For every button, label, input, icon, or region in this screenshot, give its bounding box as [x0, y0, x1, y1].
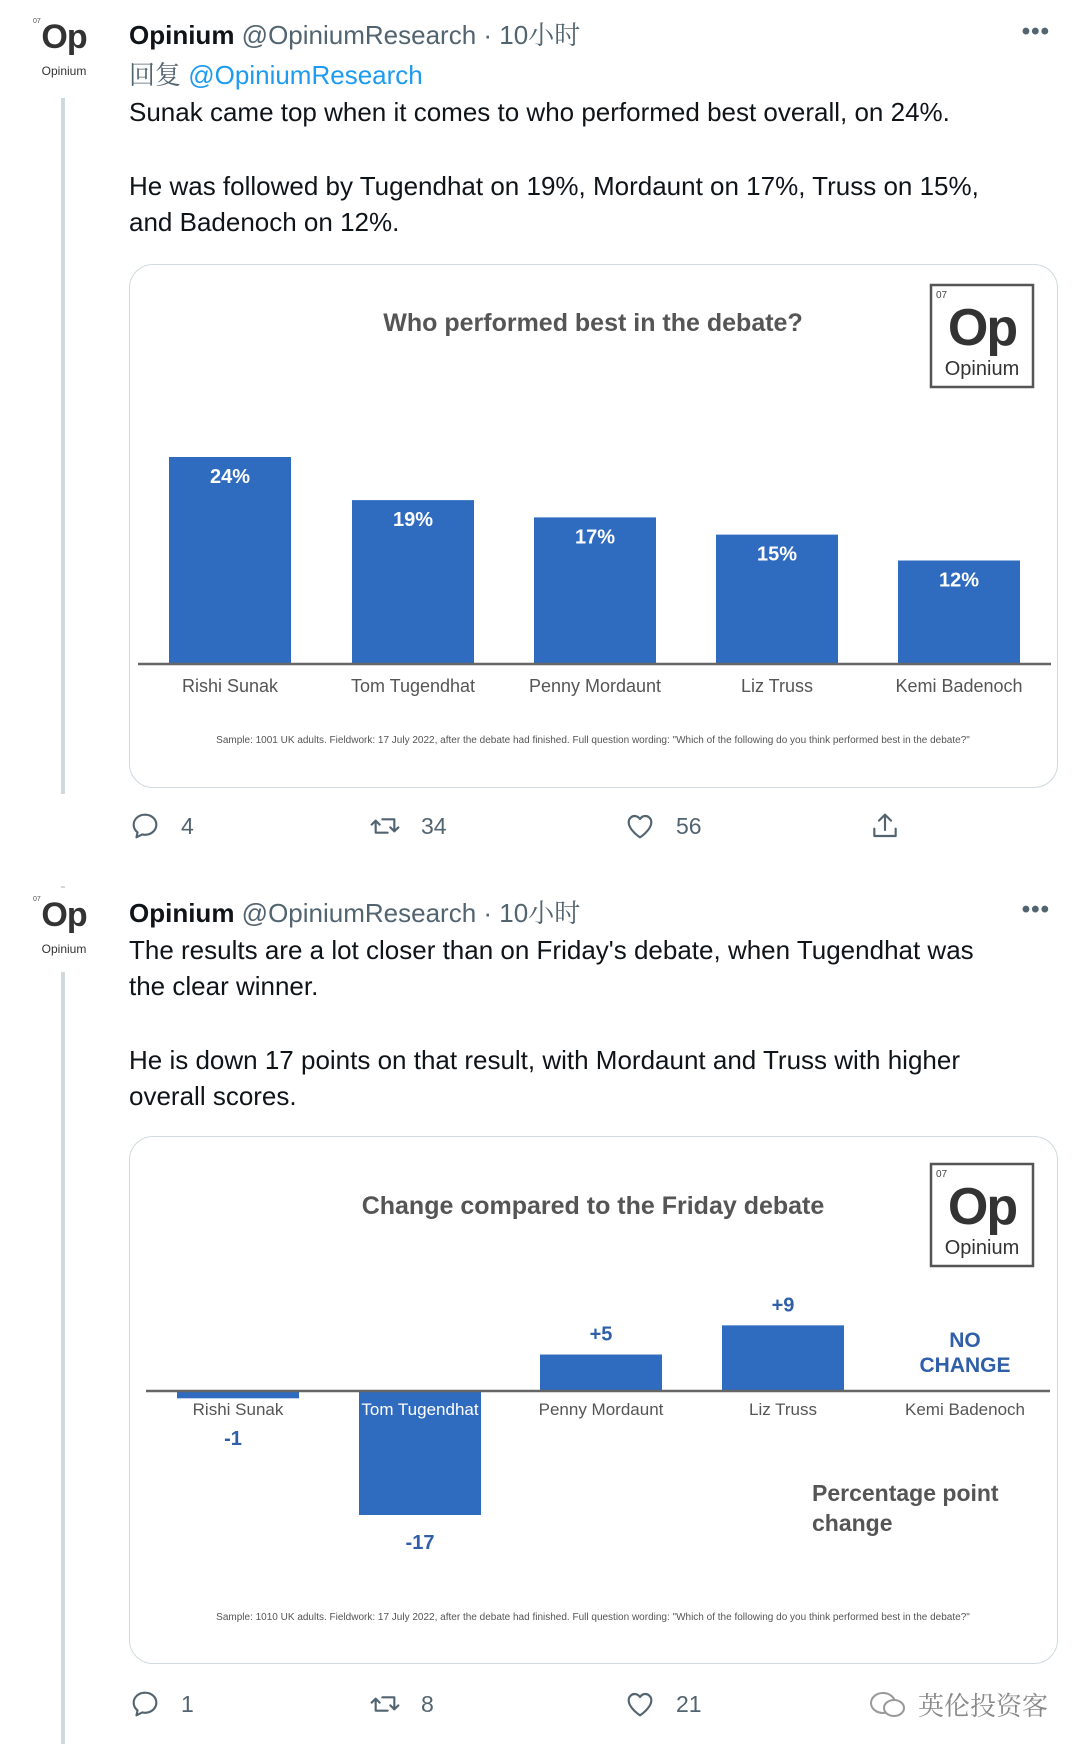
- chart-title: Change compared to the Friday debate: [361, 1192, 825, 1220]
- category-label: Liz Truss: [740, 676, 814, 696]
- author-name[interactable]: Opinium: [129, 898, 235, 928]
- chart-footnote: Sample: 1010 UK adults. Fieldwork: 17 July 2022, after the debate had finished. Full question wording: "Which of the following do you think performed best in the debate?": [216, 1612, 970, 1623]
- svg-text:07: 07: [936, 290, 948, 301]
- bar-value-label: NO CHANGE: [919, 1329, 1011, 1377]
- bar-value-label: +9: [771, 1294, 795, 1317]
- separator: ·: [483, 20, 493, 50]
- reply-button[interactable]: [129, 810, 194, 842]
- bar-value-label: -17: [405, 1532, 435, 1554]
- heart-icon: [624, 810, 656, 842]
- wechat-icon: [868, 1690, 908, 1720]
- avatar-name: Opinium: [41, 64, 87, 78]
- reply-mention-link[interactable]: @OpiniumResearch: [188, 60, 423, 90]
- reply-icon: [129, 1688, 161, 1720]
- like-count: 21: [676, 1690, 702, 1717]
- category-label: Kemi Badenoch: [904, 1400, 1026, 1419]
- author-handle[interactable]: @OpiniumResearch: [241, 898, 477, 928]
- avatar[interactable]: [22, 888, 106, 972]
- bar-value-label: 12%: [938, 569, 980, 592]
- avatar-mark: Op: [41, 18, 87, 56]
- opinium-logo: [931, 1164, 1033, 1266]
- retweet-icon: [369, 1688, 401, 1720]
- svg-text:07: 07: [936, 1169, 948, 1180]
- tweet-text-line: He is down 17 points on that result, with Mordaunt and Truss with higher: [129, 1045, 960, 1075]
- bar-value-label: 19%: [392, 509, 434, 532]
- category-label: Tom Tugendhat: [350, 676, 476, 696]
- chart-title: Who performed best in the debate?: [383, 309, 803, 337]
- like-button[interactable]: [624, 1688, 702, 1720]
- category-label: Liz Truss: [748, 1400, 818, 1419]
- avatar-number: 07: [33, 18, 41, 25]
- timestamp[interactable]: 10小时: [499, 20, 581, 50]
- retweet-button[interactable]: [369, 810, 447, 842]
- separator: ·: [483, 898, 493, 928]
- like-button[interactable]: [624, 810, 702, 842]
- more-options-icon[interactable]: •••: [1021, 18, 1050, 45]
- tweet-text-line: overall scores.: [129, 1081, 297, 1111]
- heart-icon: [624, 1688, 656, 1720]
- chart-bar: [540, 1355, 662, 1391]
- tweet-text-line: the clear winner.: [129, 971, 319, 1001]
- svg-text:Op: Op: [947, 299, 1017, 357]
- retweet-count: 34: [421, 812, 447, 839]
- retweet-count: 8: [421, 1690, 434, 1717]
- retweet-button[interactable]: [369, 1688, 434, 1720]
- category-label: Kemi Badenoch: [895, 676, 1023, 696]
- category-label: Tom Tugendhat: [361, 1400, 479, 1419]
- watermark: [868, 1686, 1048, 1723]
- category-label: Rishi Sunak: [181, 676, 279, 696]
- tweet-text-line: He was followed by Tugendhat on 19%, Mordaunt on 17%, Truss on 15%,: [129, 171, 979, 201]
- avatar-mark: Op: [41, 896, 87, 934]
- watermark-text: 英伦投资客: [917, 1691, 1048, 1721]
- reply-icon: [129, 810, 161, 842]
- tweet-media-chart[interactable]: [129, 264, 1058, 788]
- bar-value-label: 15%: [756, 543, 798, 566]
- category-label: Penny Mordaunt: [528, 676, 662, 696]
- tweet-text-line: Sunak came top when it comes to who performed best overall, on 24%.: [129, 97, 950, 127]
- reply-prefix: 回复: [129, 60, 182, 90]
- chart-bar: [169, 457, 291, 664]
- tweet-actions: [129, 810, 929, 850]
- bar-value-label: 24%: [209, 466, 251, 488]
- svg-text:Opinium: Opinium: [944, 358, 1020, 380]
- share-button[interactable]: [869, 810, 921, 842]
- tweet-text-line: and Badenoch on 12%.: [129, 207, 400, 237]
- chart-annotation: Percentage point change: [812, 1480, 999, 1536]
- avatar-number: 07: [33, 896, 41, 903]
- tweet-text: [129, 932, 1029, 1114]
- chart-bar: [722, 1325, 844, 1391]
- timestamp[interactable]: 10小时: [499, 898, 581, 928]
- svg-text:Opinium: Opinium: [944, 1237, 1020, 1259]
- bar-value-label: -1: [224, 1428, 242, 1450]
- retweet-icon: [369, 810, 401, 842]
- opinium-logo: [931, 285, 1033, 387]
- tweet-header: [129, 893, 580, 930]
- category-label: Rishi Sunak: [192, 1400, 284, 1419]
- like-count: 56: [676, 812, 702, 839]
- bar-value-label: +5: [589, 1323, 613, 1346]
- chart-footnote: Sample: 1001 UK adults. Fieldwork: 17 July 2022, after the debate had finished. Full question wording: "Which of the following do you think performed best in the debate?": [216, 735, 970, 746]
- tweet-actions: [129, 1688, 929, 1728]
- reply-count: 4: [181, 812, 194, 839]
- reply-button[interactable]: [129, 1688, 194, 1720]
- reply-count: 1: [181, 1690, 194, 1717]
- category-label: Penny Mordaunt: [538, 1400, 664, 1419]
- tweet-media-chart[interactable]: [129, 1136, 1058, 1664]
- tweet-text: [129, 94, 1029, 240]
- tweet[interactable]: [0, 0, 1080, 870]
- avatar[interactable]: [22, 10, 106, 94]
- tweet-text-line: The results are a lot closer than on Friday's debate, when Tugendhat was: [129, 935, 974, 965]
- bar-value-label: 17%: [574, 526, 616, 549]
- more-options-icon[interactable]: •••: [1021, 896, 1050, 923]
- author-handle[interactable]: @OpiniumResearch: [241, 20, 477, 50]
- svg-text:Op: Op: [947, 1178, 1017, 1236]
- share-icon: [869, 810, 901, 842]
- author-name[interactable]: Opinium: [129, 20, 235, 50]
- avatar-name: Opinium: [41, 942, 87, 956]
- tweet-header: [129, 15, 580, 52]
- reply-context: [129, 55, 423, 92]
- tweet[interactable]: [0, 880, 1080, 1744]
